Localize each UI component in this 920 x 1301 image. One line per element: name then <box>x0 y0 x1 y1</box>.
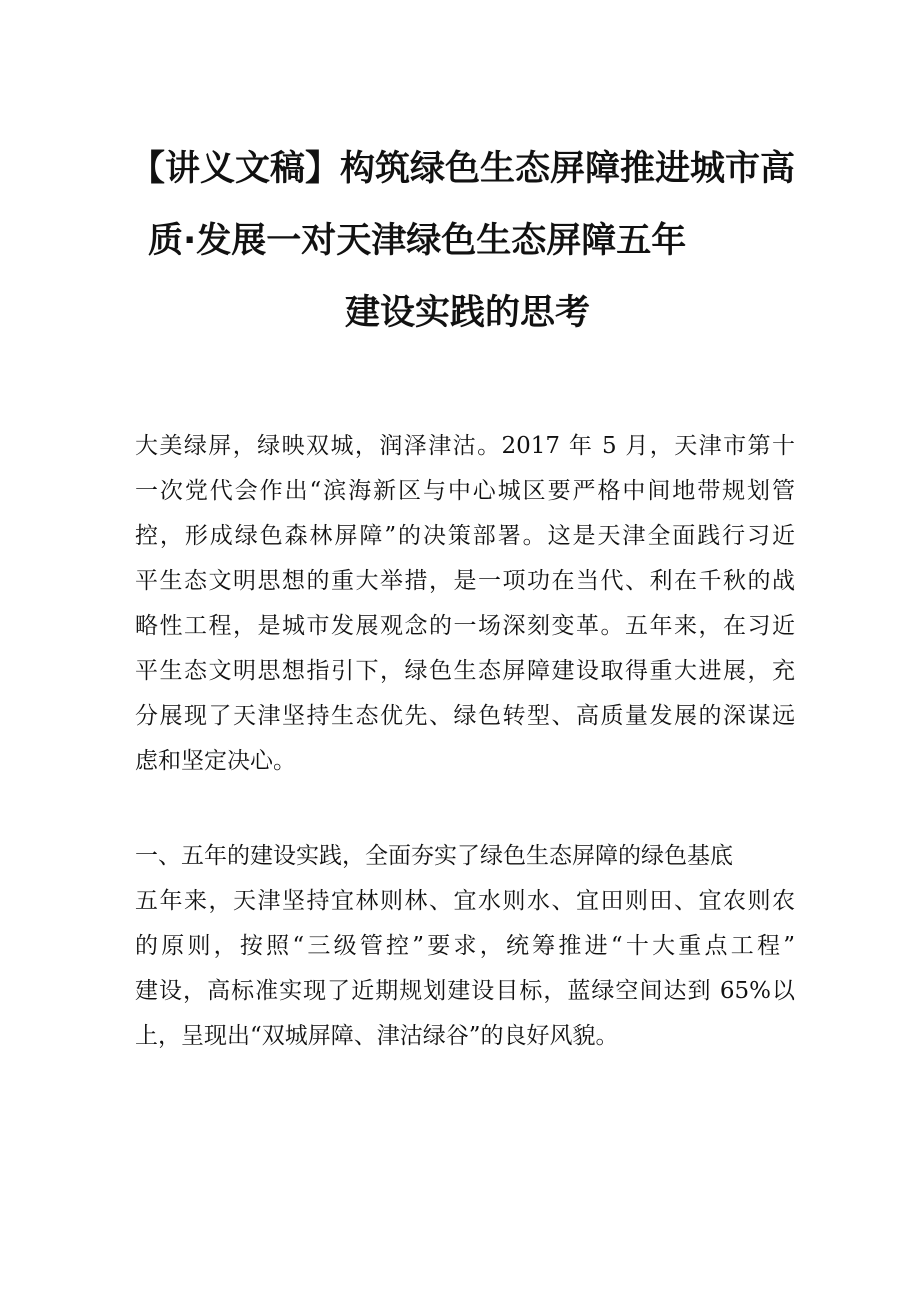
paragraph-2-line-4: 上，呈现出“双城屏障、津沽绿谷”的良好风貌。 <box>135 1023 619 1049</box>
paragraph-1-line-3: 控，形成绿色森林屏障”的决策部署。这是天津全面践行习近 <box>135 523 795 549</box>
paragraph-2-line-3: 建设，高标准实现了近期规划建设目标，蓝绿空间达到 65%以 <box>135 978 795 1004</box>
section-1-heading: 一、五年的建设实践，全面夯实了绿色生态屏障的绿色基底 <box>135 843 733 869</box>
paragraph-1-line-8: 虑和坚定决心。 <box>135 748 296 774</box>
paragraph-1-line-7: 分展现了天津坚持生态优先、绿色转型、高质量发展的深谋远 <box>135 703 795 729</box>
paragraph-1-line-6: 平生态文明思想指引下，绿色生态屏障建设取得重大进展，充 <box>135 658 795 684</box>
paragraph-1-line-5: 略性工程，是城市发展观念的一场深刻变革。五年来，在习近 <box>135 613 795 639</box>
paragraph-1-line-1: 大美绿屏，绿映双城，润泽津沽。2017 年 5 月，天津市第十 <box>135 433 795 459</box>
paragraph-2-line-2: 的原则，按照“三级管控”要求，统筹推进“十大重点工程” <box>135 933 795 959</box>
document-title-line-2: 质·发展一对天津绿色生态屏障五年 <box>148 221 687 261</box>
document-title-line-1: 【讲义文稿】构筑绿色生态屏障推进城市高 <box>130 149 796 189</box>
paragraph-1-line-4: 平生态文明思想的重大举措，是一项功在当代、利在千秋的战 <box>135 568 795 594</box>
document-title-line-3: 建设实践的思考 <box>345 293 591 333</box>
paragraph-1-line-2: 一次党代会作出“滨海新区与中心城区要严格中间地带规划管 <box>135 478 795 504</box>
paragraph-2-line-1: 五年来，天津坚持宜林则林、宜水则水、宜田则田、宜农则农 <box>135 888 795 914</box>
